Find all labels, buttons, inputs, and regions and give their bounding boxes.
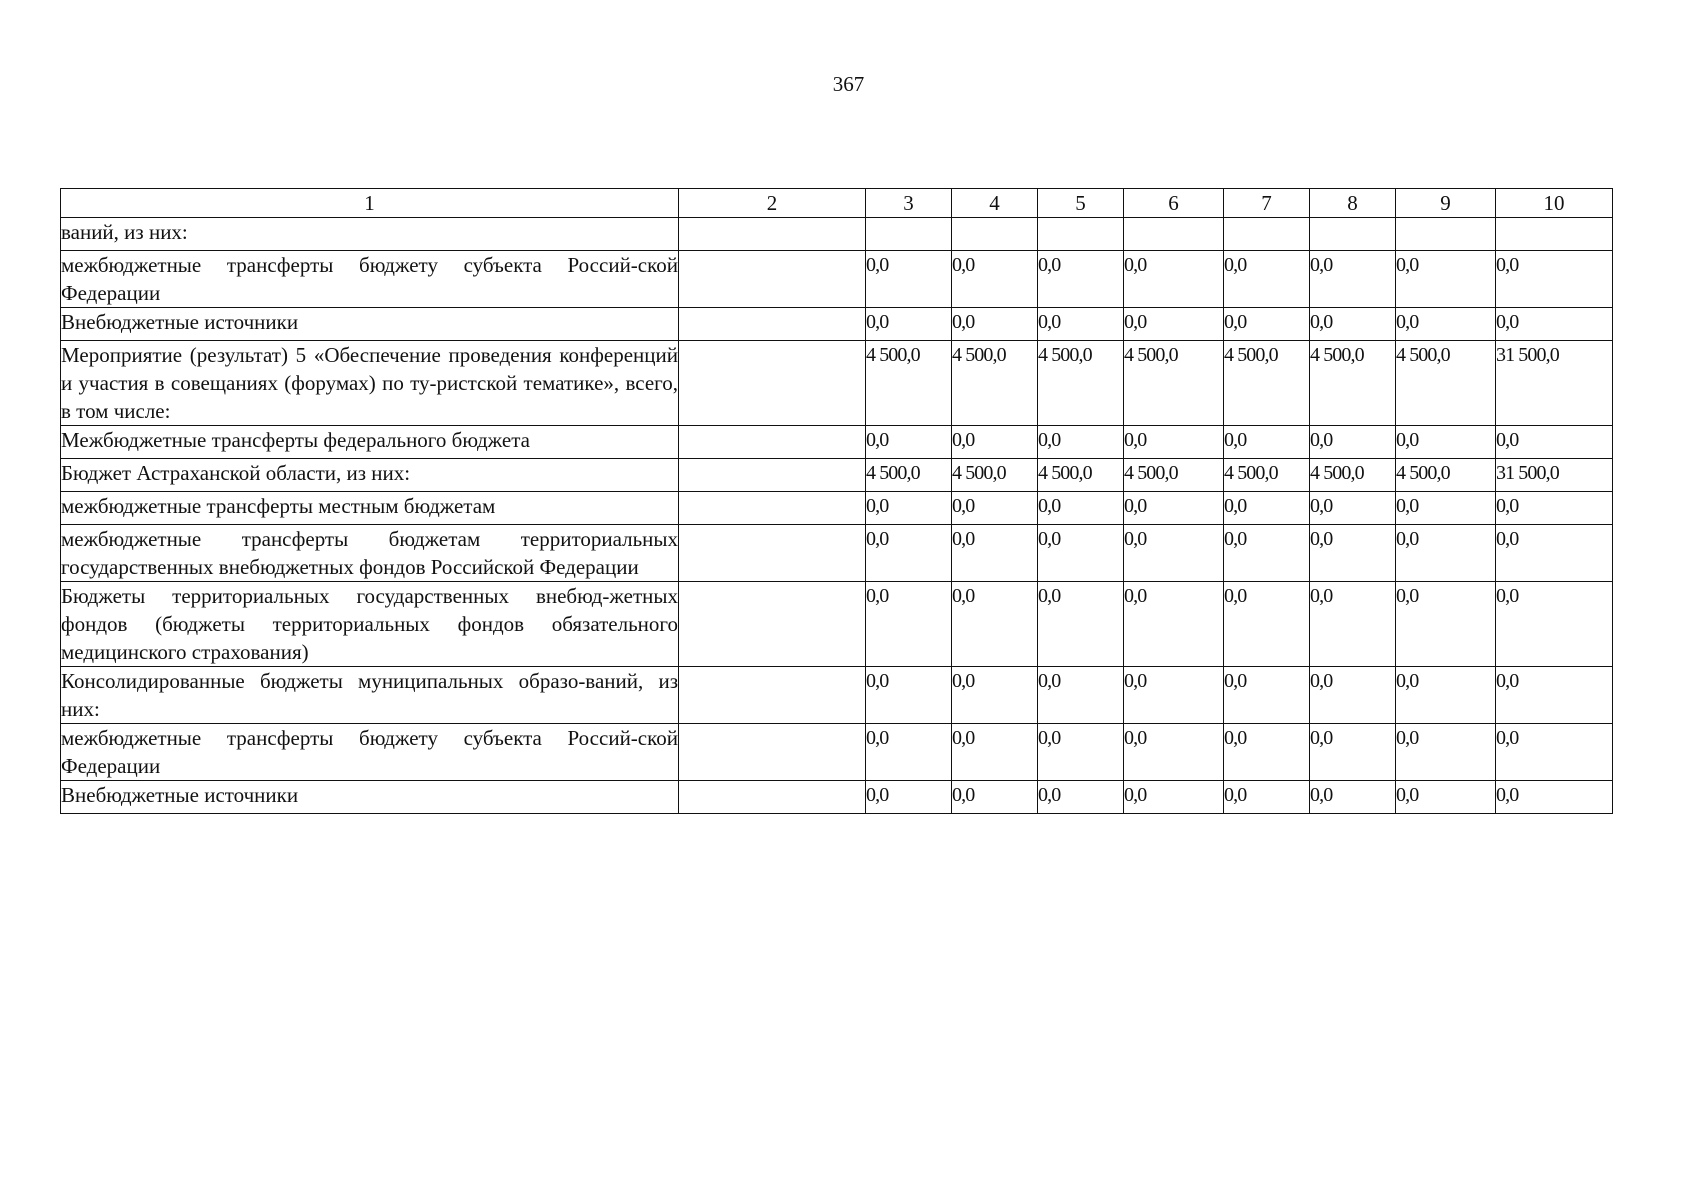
row-value: 4 500,0: [1038, 341, 1124, 426]
row-code: [679, 218, 866, 251]
row-description: Межбюджетные трансферты федерального бюджета: [61, 426, 679, 459]
column-header: 6: [1124, 189, 1224, 218]
row-value: 0,0: [866, 781, 952, 814]
row-description: Бюджеты территориальных государственных внебюд-жетных фондов (бюджеты территориальных фондов обязательного медицинского страхования): [61, 582, 679, 667]
row-value: 0,0: [1224, 492, 1310, 525]
row-code: [679, 426, 866, 459]
row-value: 0,0: [1396, 582, 1496, 667]
row-value: 0,0: [1396, 667, 1496, 724]
row-value: [1496, 218, 1613, 251]
row-value: 0,0: [1124, 251, 1224, 308]
row-value: [1124, 218, 1224, 251]
row-description: Внебюджетные источники: [61, 308, 679, 341]
row-value: 0,0: [1124, 582, 1224, 667]
row-value: 0,0: [952, 492, 1038, 525]
row-value: 0,0: [866, 582, 952, 667]
row-description: межбюджетные трансферты бюджетам территориальных государственных внебюджетных фондов Российской Федерации: [61, 525, 679, 582]
row-value: 0,0: [866, 251, 952, 308]
row-code: [679, 781, 866, 814]
column-header: 5: [1038, 189, 1124, 218]
row-value: 0,0: [1310, 426, 1396, 459]
row-value: 4 500,0: [1038, 459, 1124, 492]
row-value: 0,0: [1496, 426, 1613, 459]
row-value: 0,0: [866, 724, 952, 781]
row-value: 0,0: [952, 724, 1038, 781]
row-code: [679, 492, 866, 525]
row-value: 0,0: [1496, 667, 1613, 724]
row-description: Бюджет Астраханской области, из них:: [61, 459, 679, 492]
row-value: 0,0: [952, 426, 1038, 459]
row-value: 0,0: [1310, 525, 1396, 582]
row-value: 4 500,0: [952, 341, 1038, 426]
row-value: 0,0: [1224, 426, 1310, 459]
row-value: 0,0: [1038, 781, 1124, 814]
row-value: 0,0: [1038, 308, 1124, 341]
row-value: 0,0: [1124, 781, 1224, 814]
row-value: 0,0: [952, 582, 1038, 667]
row-value: 0,0: [1310, 308, 1396, 341]
table-row: [61, 459, 1613, 492]
row-value: 0,0: [952, 525, 1038, 582]
row-value: 0,0: [1396, 724, 1496, 781]
row-value: 0,0: [866, 492, 952, 525]
row-code: [679, 459, 866, 492]
row-value: 0,0: [1124, 308, 1224, 341]
row-value: 0,0: [1124, 724, 1224, 781]
row-value: 4 500,0: [1224, 459, 1310, 492]
row-value: 0,0: [1224, 525, 1310, 582]
row-value: 0,0: [1396, 308, 1496, 341]
table-row: [61, 341, 1613, 426]
row-value: 0,0: [1496, 781, 1613, 814]
row-value: 0,0: [1124, 667, 1224, 724]
row-value: 0,0: [1224, 582, 1310, 667]
table-row: [61, 724, 1613, 781]
table-row: [61, 525, 1613, 582]
column-header: 1: [61, 189, 679, 218]
row-value: 0,0: [1496, 251, 1613, 308]
row-code: [679, 525, 866, 582]
row-value: 0,0: [952, 308, 1038, 341]
column-header: 9: [1396, 189, 1496, 218]
row-value: 0,0: [1396, 525, 1496, 582]
row-value: 0,0: [1038, 426, 1124, 459]
row-value: 0,0: [1496, 492, 1613, 525]
table-row: [61, 218, 1613, 251]
row-value: [1396, 218, 1496, 251]
row-description: межбюджетные трансферты бюджету субъекта Россий-ской Федерации: [61, 724, 679, 781]
row-code: [679, 582, 866, 667]
table-row: [61, 781, 1613, 814]
row-value: 0,0: [866, 426, 952, 459]
row-description: Мероприятие (результат) 5 «Обеспечение проведения конференций и участия в совещаниях (форумах) по ту-ристской тематике», всего, в том числе:: [61, 341, 679, 426]
row-description: ваний, из них:: [61, 218, 679, 251]
page-number: 367: [832, 72, 865, 96]
column-header: 10: [1496, 189, 1613, 218]
row-value: 0,0: [1496, 724, 1613, 781]
row-value: 0,0: [1224, 308, 1310, 341]
budget-table: [60, 188, 1613, 814]
table-row: [61, 667, 1613, 724]
row-value: 0,0: [1224, 667, 1310, 724]
row-value: 0,0: [1038, 667, 1124, 724]
row-value: 4 500,0: [1124, 341, 1224, 426]
row-value: 4 500,0: [866, 459, 952, 492]
row-value: 0,0: [1310, 667, 1396, 724]
column-header: 3: [866, 189, 952, 218]
row-code: [679, 667, 866, 724]
row-value: 0,0: [1038, 525, 1124, 582]
row-code: [679, 251, 866, 308]
row-code: [679, 724, 866, 781]
row-description: Консолидированные бюджеты муниципальных образо-ваний, из них:: [61, 667, 679, 724]
row-value: 0,0: [1496, 525, 1613, 582]
row-value: 0,0: [866, 667, 952, 724]
row-value: 0,0: [1396, 251, 1496, 308]
column-header: 4: [952, 189, 1038, 218]
row-value: 0,0: [1310, 582, 1396, 667]
row-description: межбюджетные трансферты бюджету субъекта Россий-ской Федерации: [61, 251, 679, 308]
row-value: 31 500,0: [1496, 341, 1613, 426]
row-value: 0,0: [1396, 426, 1496, 459]
row-value: 0,0: [1310, 781, 1396, 814]
row-value: [1038, 218, 1124, 251]
table-row: [61, 308, 1613, 341]
column-header: 8: [1310, 189, 1396, 218]
row-value: 0,0: [1038, 492, 1124, 525]
column-header: 2: [679, 189, 866, 218]
row-value: 0,0: [1038, 582, 1124, 667]
row-value: 0,0: [952, 251, 1038, 308]
row-value: 4 500,0: [952, 459, 1038, 492]
row-value: [952, 218, 1038, 251]
row-value: 0,0: [1224, 781, 1310, 814]
row-value: 4 500,0: [1396, 459, 1496, 492]
table-row: [61, 582, 1613, 667]
row-value: 0,0: [1124, 492, 1224, 525]
row-value: 0,0: [952, 781, 1038, 814]
table-row: [61, 426, 1613, 459]
row-value: 0,0: [1224, 724, 1310, 781]
table-row: [61, 251, 1613, 308]
row-value: 0,0: [866, 308, 952, 341]
row-code: [679, 341, 866, 426]
row-value: 0,0: [1396, 492, 1496, 525]
table-row: [61, 492, 1613, 525]
row-value: [1224, 218, 1310, 251]
row-value: 4 500,0: [1396, 341, 1496, 426]
row-value: 0,0: [1224, 251, 1310, 308]
row-value: 4 500,0: [1310, 459, 1396, 492]
row-value: 0,0: [1496, 582, 1613, 667]
row-value: 0,0: [1310, 251, 1396, 308]
row-description: Внебюджетные источники: [61, 781, 679, 814]
row-value: 31 500,0: [1496, 459, 1613, 492]
row-value: 0,0: [1496, 308, 1613, 341]
row-value: [1310, 218, 1396, 251]
header-row: [61, 189, 1613, 218]
row-description: межбюджетные трансферты местным бюджетам: [61, 492, 679, 525]
column-header: 7: [1224, 189, 1310, 218]
row-value: 4 500,0: [1310, 341, 1396, 426]
row-code: [679, 308, 866, 341]
row-value: 0,0: [1396, 781, 1496, 814]
row-value: 0,0: [1038, 724, 1124, 781]
row-value: 4 500,0: [1224, 341, 1310, 426]
row-value: 0,0: [1038, 251, 1124, 308]
row-value: [866, 218, 952, 251]
row-value: 0,0: [1124, 426, 1224, 459]
row-value: 0,0: [866, 525, 952, 582]
row-value: 0,0: [1124, 525, 1224, 582]
row-value: 0,0: [1310, 492, 1396, 525]
row-value: 0,0: [952, 667, 1038, 724]
row-value: 0,0: [1310, 724, 1396, 781]
row-value: 4 500,0: [866, 341, 952, 426]
row-value: 4 500,0: [1124, 459, 1224, 492]
